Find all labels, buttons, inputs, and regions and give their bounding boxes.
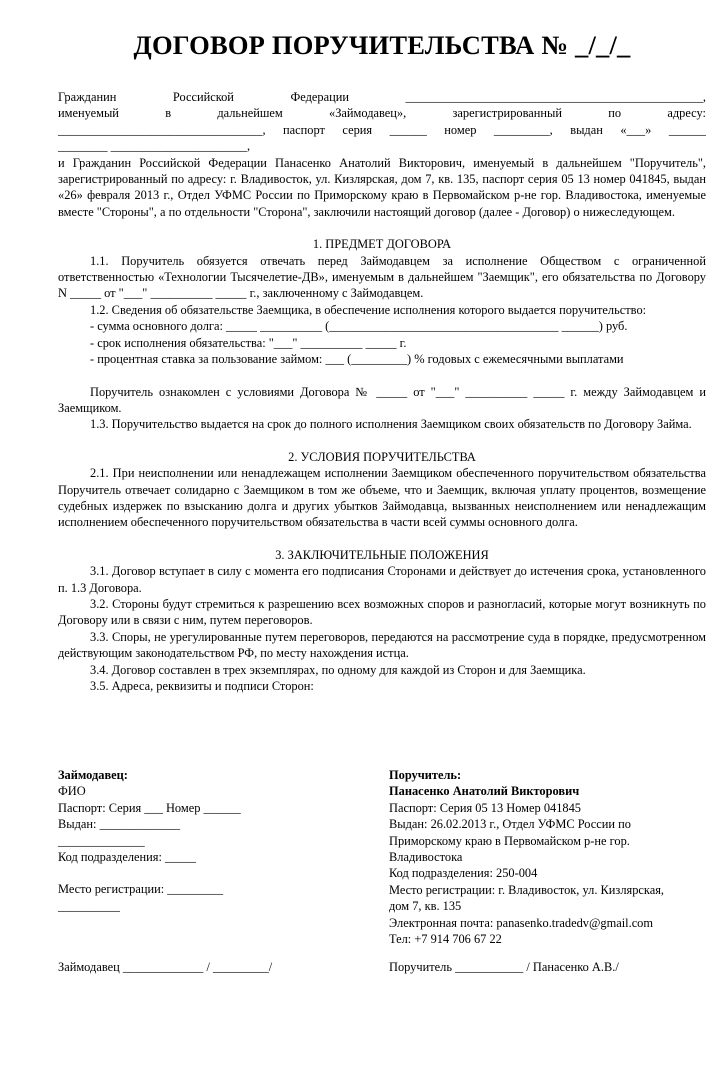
guarantor-email: Электронная почта: panasenko.tradedv@gmail.com (389, 915, 654, 930)
guarantor-issued: Приморскому краю в Первомайском р-не гор. (389, 833, 630, 848)
clause-2-1: 2.1. При неисполнении или ненадлежащем исполнении Заемщиком обеспеченного поручительством обязательства Поручитель отвечает солидарно с Заемщиком в том же объеме, что и Заемщик, включая уплату процентов, возмещение судебных издержек по взысканию долга и других убытков Займодавца, вызванных неисполнением или ненадлежащим исполнением обеспеченного поручительством обязательства в части всей суммы основного долга. (58, 466, 706, 530)
guarantor-details (389, 767, 706, 947)
lender-registration-cont: __________ (58, 898, 120, 913)
lender-issued: Выдан: _____________ (58, 817, 181, 832)
lender-issued-cont: ______________ (58, 833, 145, 848)
lender-passport: Паспорт: Серия ___ Номер ______ (58, 800, 241, 815)
document-title: ДОГОВОР ПОРУЧИТЕЛЬСТВА № _/_/_ (133, 30, 631, 60)
guarantor-dept-code: Код подразделения: 250-004 (389, 866, 538, 881)
preamble-line-1: Гражданин Российской Федерации ________________________________________________, (58, 90, 706, 104)
section-2-heading: 2. УСЛОВИЯ ПОРУЧИТЕЛЬСТВА (288, 449, 476, 464)
signature-row (58, 959, 706, 975)
preamble-paragraph: и Гражданин Российской Федерации Панасенко Анатолий Викторович, именуемый в дальнейшем "Поручитель", зарегистрированный по адресу: г. Владивосток, ул. Кизлярская, дом 7, кв. 135, паспорт серия 05 13 номер 041845, выдан «26» февраля 2013 г., Отдел УФМС России по Приморскому краю в Первомайском р-не гор. Владивостока, именуемые вместе "Стороны", а по отдельности "Сторона", заключили настоящий договор (далее - Договор) о нижеследующем. (58, 155, 706, 219)
clause-1-1: 1.1. Поручитель обязуется отвечать перед Займодавцем за исполнение Обществом с ограниченной ответственностью «Технологии Тысячелетие-ДВ», именуемым в дальнейшем "Заемщик", его обязательства по Договору N _____ от "___" __________ _____ г., заключенному с Займодавцем. (58, 253, 706, 301)
familiarization-clause: Поручитель ознакомлен с условиями Договора № _____ от "___" __________ _____ г. между Займодавцем и Заемщиком. (58, 384, 706, 415)
contract-document (58, 28, 706, 694)
lender-name: ФИО (58, 784, 86, 799)
lender-dept-code: Код подразделения: _____ (58, 850, 196, 865)
guarantor-issued: Выдан: 26.02.2013 г., Отдел УФМС России по (389, 817, 631, 832)
preamble-line-3: _________________________________, паспорт серия ______ номер _________, выдан «___» ______ (58, 122, 706, 137)
lender-details (58, 767, 389, 947)
section-1-heading: 1. ПРЕДМЕТ ДОГОВОРА (312, 237, 452, 252)
guarantor-passport: Паспорт: Серия 05 13 Номер 041845 (389, 800, 581, 815)
obligation-item: - срок исполнения обязательства: "___" __________ _____ г. (90, 335, 407, 350)
clause-3-5: 3.5. Адреса, реквизиты и подписи Сторон: (90, 679, 314, 693)
lender-signature: Займодавец _____________ / _________/ (58, 960, 273, 974)
clause-3-4: 3.4. Договор составлен в трех экземплярах, по одному для каждой из Сторон и для Заемщика. (90, 662, 586, 677)
clause-1-3: 1.3. Поручительство выдается на срок до полного исполнения Заемщиком своих обязательств по Договору Займа. (90, 417, 692, 432)
obligation-item: - процентная ставка за пользование займом: ___ (_________) % годовых с ежемесячными выплатами (90, 352, 624, 367)
obligation-item: - сумма основного долга: _____ __________ (_____________________________________ ______) руб. (90, 319, 628, 334)
preamble-line-2: именуемый в дальнейшем «Займодавец», зарегистрированный по адресу: (58, 106, 706, 121)
guarantor-heading: Поручитель: (389, 768, 462, 782)
guarantor-name: Панасенко Анатолий Викторович (389, 784, 580, 799)
guarantor-issued: Владивостока (389, 850, 463, 865)
lender-registration: Место регистрации: _________ (58, 882, 224, 897)
party-details (58, 767, 706, 947)
clause-1-2: 1.2. Сведения об обязательстве Заемщика, в обеспечение исполнения которого выдается поручительство: (90, 302, 647, 317)
clause-3-1: 3.1. Договор вступает в силу с момента его подписания Сторонами и действует до истечения срока, установленного п. 1.3 Договора. (58, 564, 706, 595)
guarantor-signature: Поручитель ___________ / Панасенко А.В./ (389, 960, 619, 974)
guarantor-registration: дом 7, кв. 135 (389, 899, 462, 914)
clause-3-3: 3.3. Споры, не урегулированные путем переговоров, передаются на рассмотрение суда в порядке, предусмотренном действующим законодательством РФ, по месту нахождения истца. (58, 629, 706, 661)
clause-3-2: 3.2. Стороны будут стремиться к разрешению всех возможных споров и разногласий, которые могут возникнуть по Договору или в связи с ним, путем переговоров. (58, 596, 706, 628)
preamble-line-4: ________ ______________________, (58, 139, 251, 154)
section-3-heading: 3. ЗАКЛЮЧИТЕЛЬНЫЕ ПОЛОЖЕНИЯ (275, 547, 489, 562)
guarantor-registration: Место регистрации: г. Владивосток, ул. Кизлярская, (389, 882, 665, 897)
lender-heading: Займодавец: (58, 768, 128, 782)
guarantor-phone: Тел: +7 914 706 67 22 (389, 932, 502, 947)
